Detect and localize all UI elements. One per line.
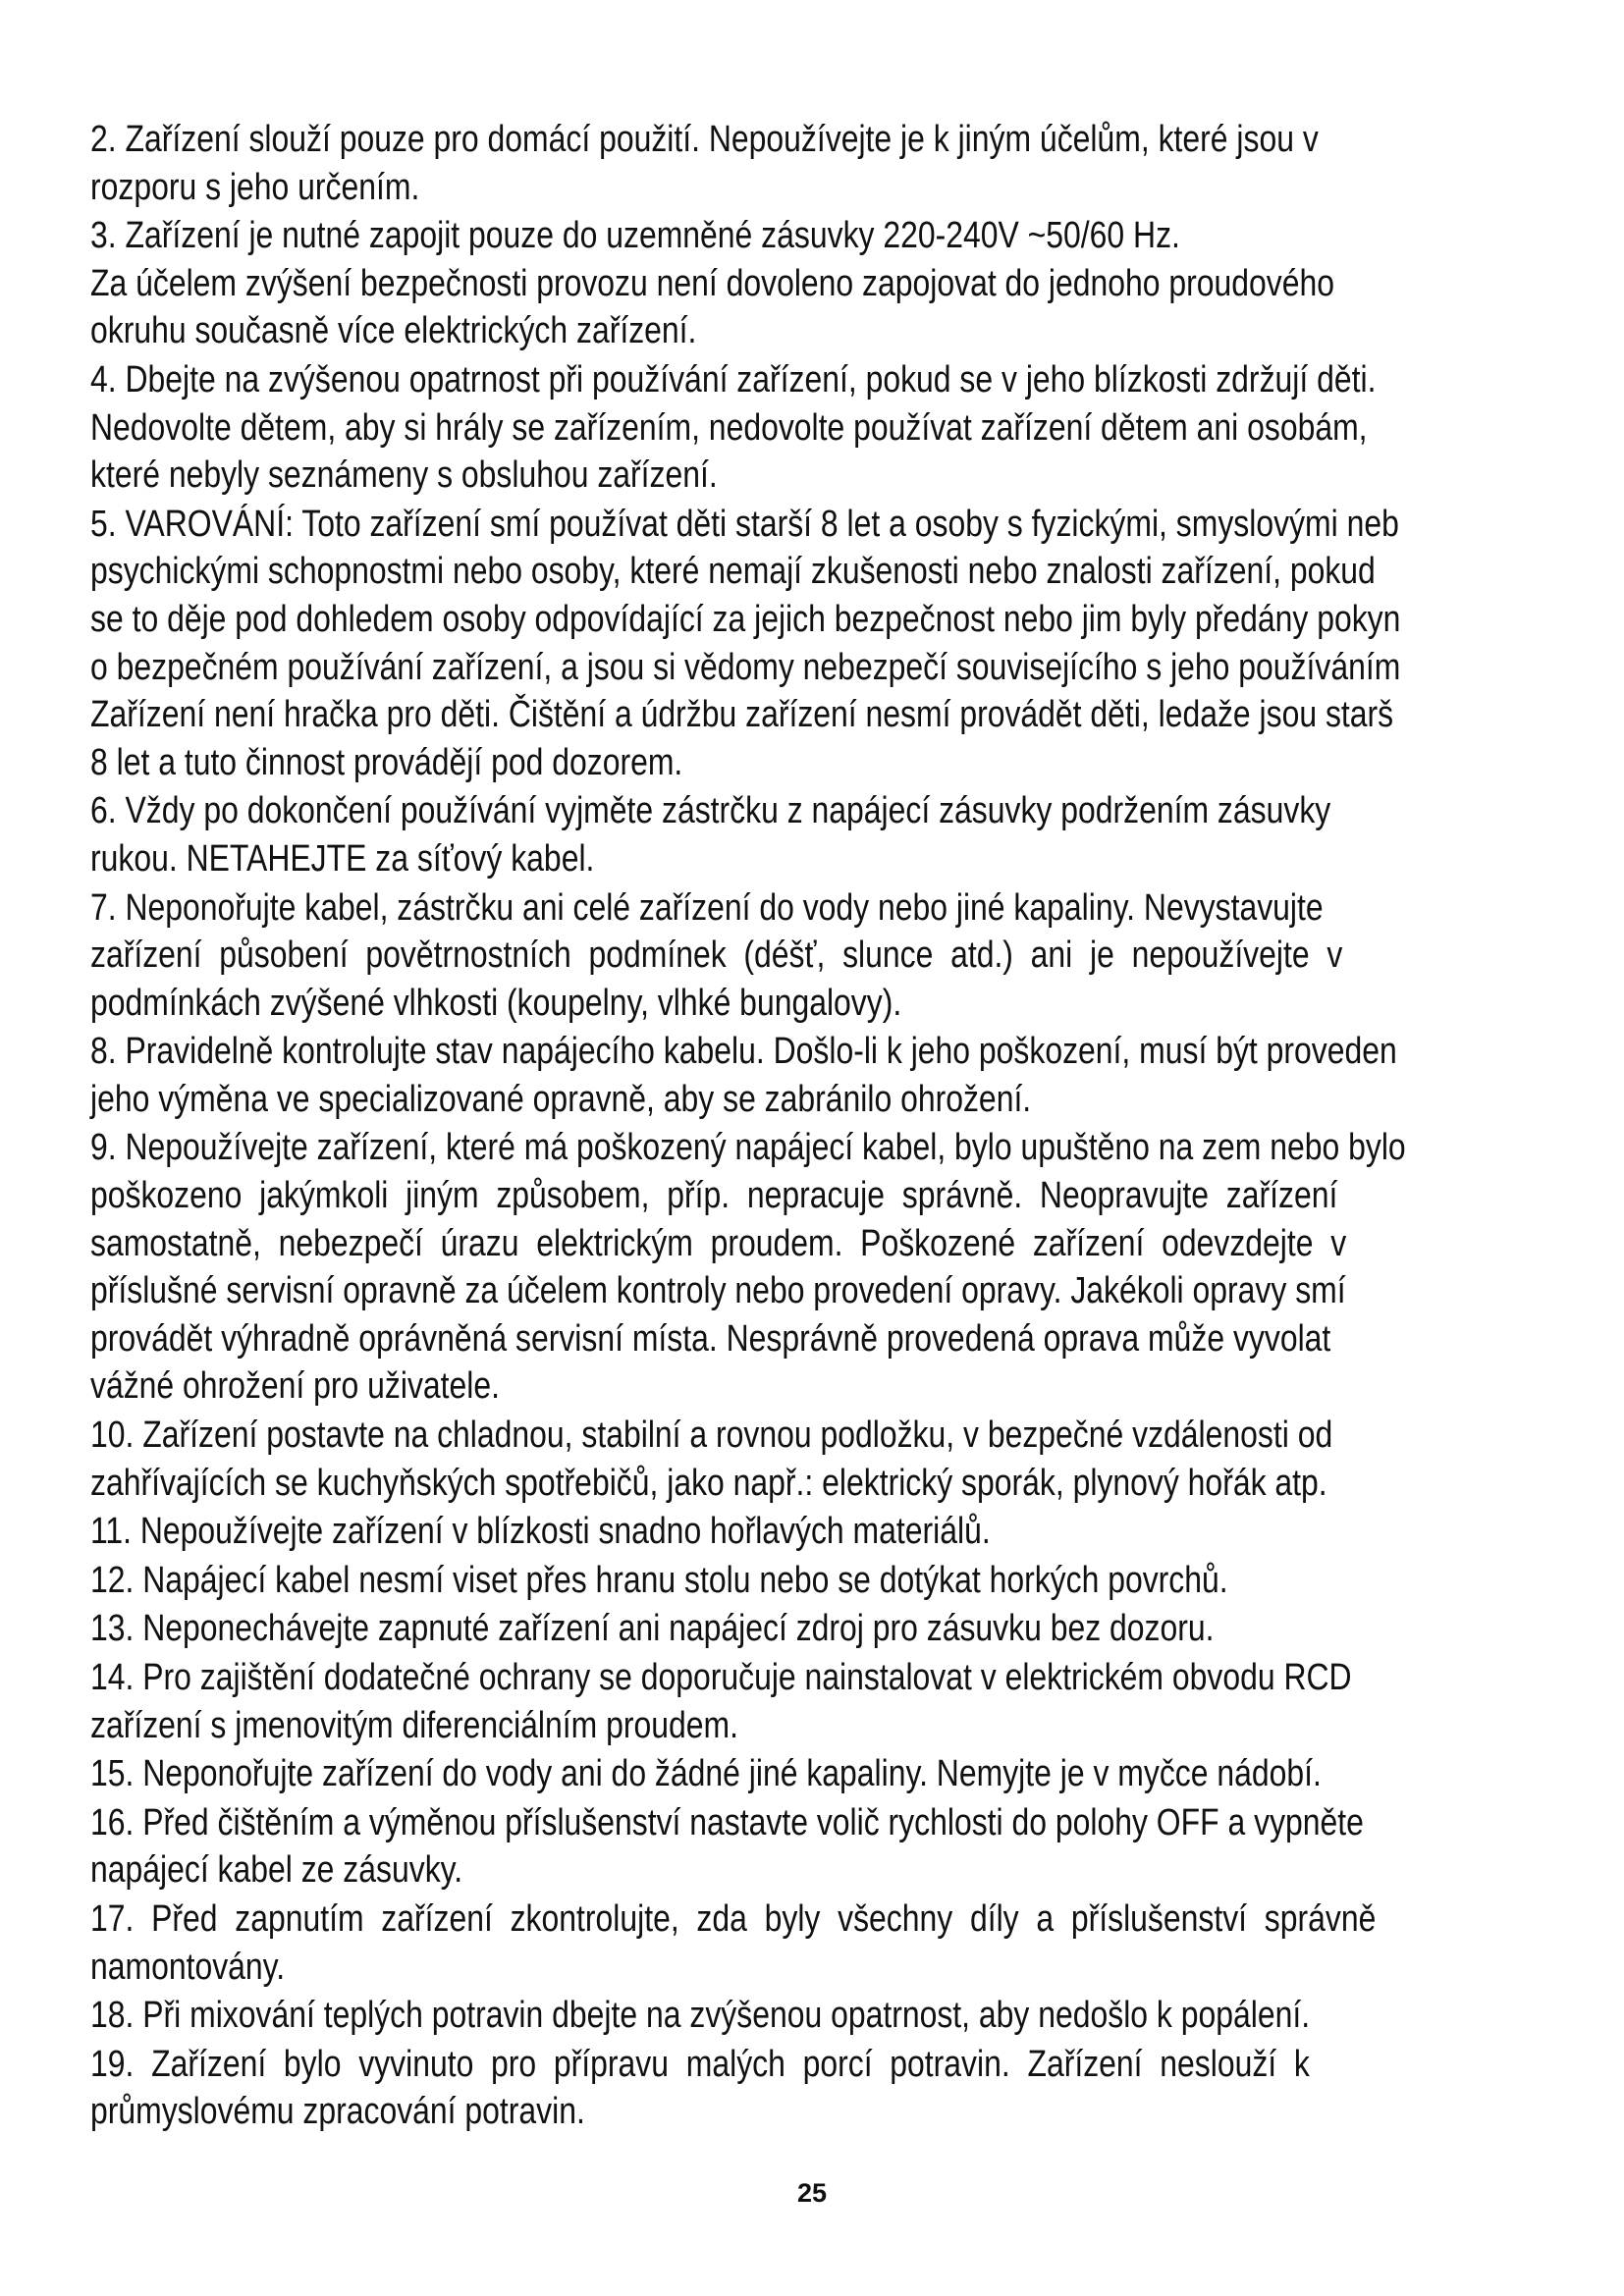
text-line: 2. Zařízení slouží pouze pro domácí použití. Nepoužívejte je k jiným účelům, které jsou v	[90, 119, 1319, 160]
instruction-item-15	[90, 1750, 1344, 1798]
text-line: 11. Nepoužívejte zařízení v blízkosti snadno hořlavých materiálů.	[90, 1511, 991, 1553]
safety-instructions-text	[90, 116, 1406, 2133]
instruction-item-14	[90, 1654, 1352, 1749]
instruction-item-6	[90, 787, 1344, 882]
text-line: zařízení působení povětrnostních podmínek (déšť, slunce atd.) ani je nepoužívejte v	[90, 934, 1343, 977]
text-line: které nebyly seznámeny s obsluhou zařízení.	[90, 454, 718, 497]
text-line: 5. VAROVÁNÍ: Toto zařízení smí používat děti starší 8 let a osoby s fyzickými, smyslovými neb	[90, 503, 1399, 545]
instruction-item-8	[90, 1028, 1397, 1123]
text-line: 17. Před zapnutím zařízení zkontrolujte, zda byly všechny díly a příslušenství správně	[90, 1897, 1377, 1940]
instruction-item-9	[90, 1124, 1406, 1411]
text-line: o bezpečném používání zařízení, a jsou si vědomy nebezpečí souvisejícího s jeho používáním	[90, 646, 1401, 688]
instruction-item-12	[90, 1557, 1344, 1605]
text-line: 9. Nepoužívejte zařízení, které má poškozený napájecí kabel, bylo upuštěno na zem nebo bylo	[90, 1127, 1406, 1169]
text-line: Nedovolte dětem, aby si hrály se zařízením, nedovolte používat zařízení dětem ani osobám,	[90, 406, 1368, 449]
text-line: 7. Neponořujte kabel, zástrčku ani celé zařízení do vody nebo jiné kapaliny. Nevystavujte	[90, 886, 1324, 929]
text-line: příslušné servisní opravně za účelem kontroly nebo provedení opravy. Jakékoli opravy smí	[90, 1270, 1346, 1312]
instruction-item-5	[90, 501, 1401, 787]
instruction-item-16	[90, 1799, 1364, 1895]
text-line: 14. Pro zajištění dodatečné ochrany se doporučuje nainstalovat v elektrickém obvodu RCD	[90, 1657, 1352, 1698]
instruction-item-10	[90, 1412, 1344, 1507]
text-line: poškozeno jakýmkoli jiným způsobem, příp. nepracuje správně. Neopravujte zařízení	[90, 1175, 1338, 1217]
text-line: jeho výměna ve specializované opravně, aby se zabránilo ohrožení.	[90, 1078, 1032, 1120]
text-line: podmínkách zvýšené vlhkosti (koupelny, vlhké bungalovy).	[90, 982, 902, 1024]
text-line: psychickými schopnostmi nebo osoby, které nemají zkušenosti nebo znalosti zařízení, pokud	[90, 551, 1376, 593]
text-line: 10. Zařízení postavte na chladnou, stabilní a rovnou podložku, v bezpečné vzdálenosti od	[90, 1415, 1333, 1457]
text-line: 8. Pravidelně kontrolujte stav napájecího kabelu. Došlo-li k jeho poškození, musí být proveden	[90, 1031, 1397, 1073]
text-line: namontovány.	[90, 1946, 286, 1988]
text-line: 8 let a tuto činnost provádějí pod dozorem.	[90, 741, 683, 783]
text-line: 6. Vždy po dokončení používání vyjměte zástrčku z napájecí zásuvky podržením zásuvky	[90, 790, 1331, 832]
text-line: 12. Napájecí kabel nesmí viset přes hranu stolu nebo se dotýkat horkých povrchů.	[90, 1559, 1228, 1601]
text-line: 4. Dbejte na zvýšenou opatrnost při používání zařízení, pokud se v jeho blízkosti zdržují děti.	[90, 358, 1377, 400]
text-line: 19. Zařízení bylo vyvinuto pro přípravu malých porcí potravin. Zařízení neslouží k	[90, 2043, 1310, 2085]
text-line: zařízení s jmenovitým diferenciálním proudem.	[90, 1704, 738, 1746]
instruction-item-7	[90, 884, 1344, 1028]
text-line: Za účelem zvýšení bezpečnosti provozu není dovoleno zapojovat do jednoho proudového	[90, 262, 1335, 304]
instruction-item-11	[90, 1508, 1344, 1556]
instruction-item-18	[90, 1992, 1344, 2040]
text-line: 15. Neponořujte zařízení do vody ani do žádné jiné kapaliny. Nemyjte je v myčce nádobí.	[90, 1753, 1322, 1795]
text-line: samostatně, nebezpečí úrazu elektrickým proudem. Poškozené zařízení odevzdejte v	[90, 1222, 1347, 1264]
text-line: vážné ohrožení pro uživatele.	[90, 1365, 500, 1408]
text-line: napájecí kabel ze zásuvky.	[90, 1849, 463, 1892]
text-line: 18. Při mixování teplých potravin dbejte na zvýšenou opatrnost, aby nedošlo k popálení.	[90, 1995, 1311, 2037]
text-line: Zařízení není hračka pro děti. Čištění a údržbu zařízení nesmí provádět děti, ledaže jsou starš	[90, 694, 1394, 736]
instruction-item-2	[90, 116, 1344, 211]
instruction-item-17	[90, 1896, 1377, 1991]
instruction-item-4	[90, 356, 1377, 500]
instruction-item-13	[90, 1605, 1344, 1653]
text-line: rozporu s jeho určením.	[90, 166, 420, 208]
text-line: okruhu současně více elektrických zařízení.	[90, 310, 697, 352]
page-number: 25	[796, 2178, 828, 2208]
instruction-item-3	[90, 212, 1344, 355]
text-line: 16. Před čištěním a výměnou příslušenství nastavte volič rychlosti do polohy OFF a vypněte	[90, 1801, 1364, 1843]
text-line: průmyslovému zpracování potravin.	[90, 2091, 585, 2133]
text-line: 13. Neponechávejte zapnuté zařízení ani napájecí zdroj pro zásuvku bez dozoru.	[90, 1608, 1215, 1650]
text-line: zahřívajících se kuchyňských spotřebičů, jako např.: elektrický sporák, plynový hořák atp.	[90, 1462, 1327, 1504]
text-line: rukou. NETAHEJTE za síťový kabel.	[90, 837, 595, 880]
instruction-item-19	[90, 2041, 1344, 2136]
text-line: 3. Zařízení je nutné zapojit pouze do uzemněné zásuvky 220-240V ~50/60 Hz.	[90, 215, 1180, 257]
text-line: se to děje pod dohledem osoby odpovídající za jejich bezpečnost nebo jim byly předány pokyn	[90, 598, 1401, 640]
text-line: provádět výhradně oprávněná servisní místa. Nesprávně provedená oprava může vyvolat	[90, 1317, 1331, 1360]
